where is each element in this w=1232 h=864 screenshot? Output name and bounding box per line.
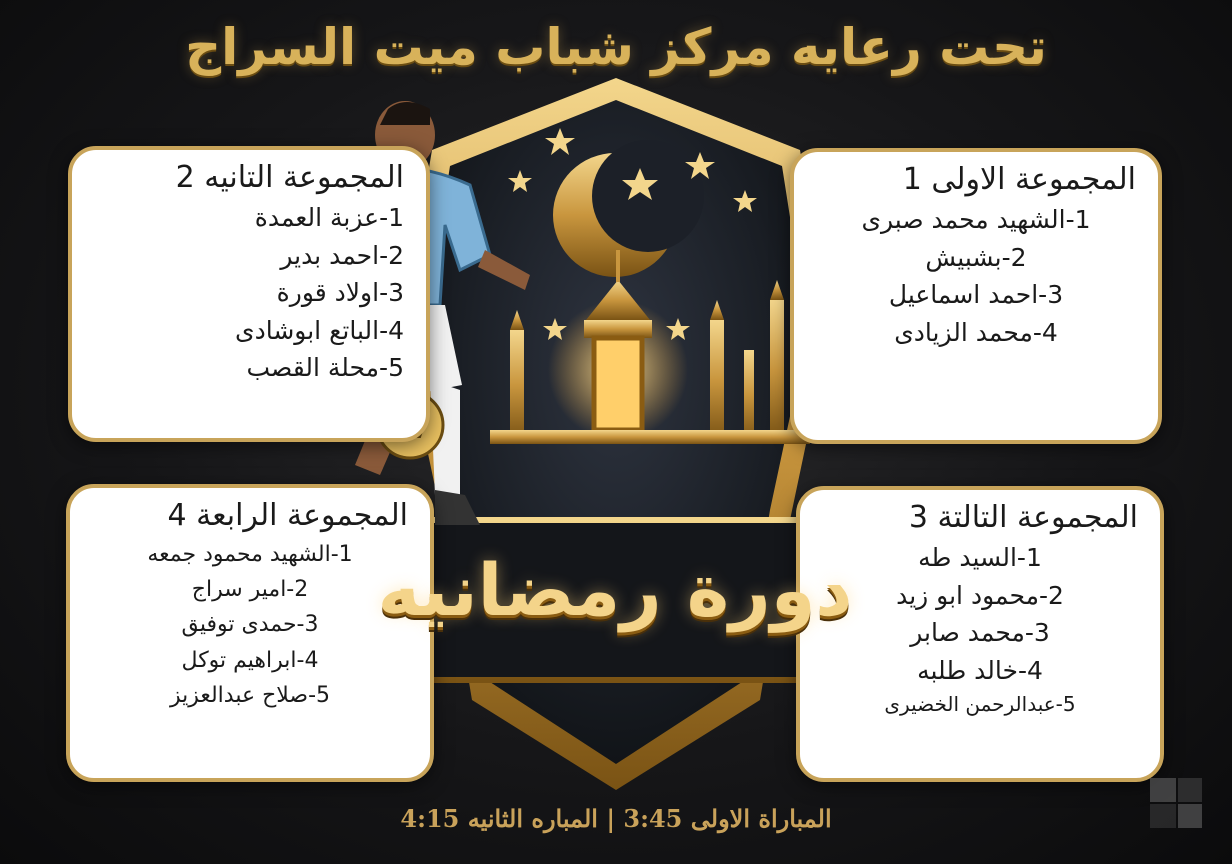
list-item: 1-عزبة العمدة [254, 203, 404, 232]
group-card-1 [790, 148, 1162, 444]
list-item: 2-احمد بدير [280, 240, 404, 270]
list-item: 5-محلة القصب [246, 353, 404, 382]
team-list [94, 199, 404, 387]
list-item: 4-محمد الزيادى [894, 317, 1058, 347]
group-title: المجموعة التانيه 2 [175, 160, 404, 195]
list-item: 4-الباتع ابوشادى [235, 315, 404, 345]
sponsor-title: تحت رعايه مركز شباب ميت السراج [185, 18, 1047, 76]
list-item: 2-محمود ابو زيد [896, 580, 1064, 610]
list-item: 2-امير سراج [191, 577, 309, 603]
group-card-3 [796, 486, 1164, 782]
list-item: 3-احمد اسماعيل [888, 280, 1064, 309]
match-schedule: المباراة الاولى 3:45 | المباره الثانيه 4:15 [400, 804, 832, 833]
group-title: المجموعة الاولى 1 [902, 162, 1136, 197]
group-title: المجموعة التالتة 3 [908, 500, 1138, 535]
group-title: المجموعة الرابعة 4 [167, 498, 408, 533]
list-item: 5-عبدالرحمن الخضيرى [884, 692, 1076, 716]
list-item: 3-حمدى توفيق [181, 612, 319, 638]
list-item: 3-اولاد قورة [276, 278, 404, 307]
list-item: 1-السيد طه [918, 543, 1042, 572]
group-card-4 [66, 484, 434, 782]
team-list [816, 201, 1136, 351]
list-item: 3-محمد صابر [910, 618, 1050, 647]
list-item: 4-خالد طلبه [917, 655, 1043, 685]
list-item: 5-صلاح عبدالعزيز [169, 682, 331, 708]
group-card-2 [68, 146, 430, 442]
list-item: 1-الشهيد محمد صبرى [861, 205, 1091, 234]
list-item: 2-بشبيش [925, 242, 1027, 272]
list-item: 1-الشهيد محمود جمعه [147, 542, 353, 567]
tournament-title: دورة رمضانيه [377, 548, 853, 632]
list-item: 4-ابراهيم توكل [181, 647, 319, 673]
decorative-blocks [1150, 778, 1204, 828]
